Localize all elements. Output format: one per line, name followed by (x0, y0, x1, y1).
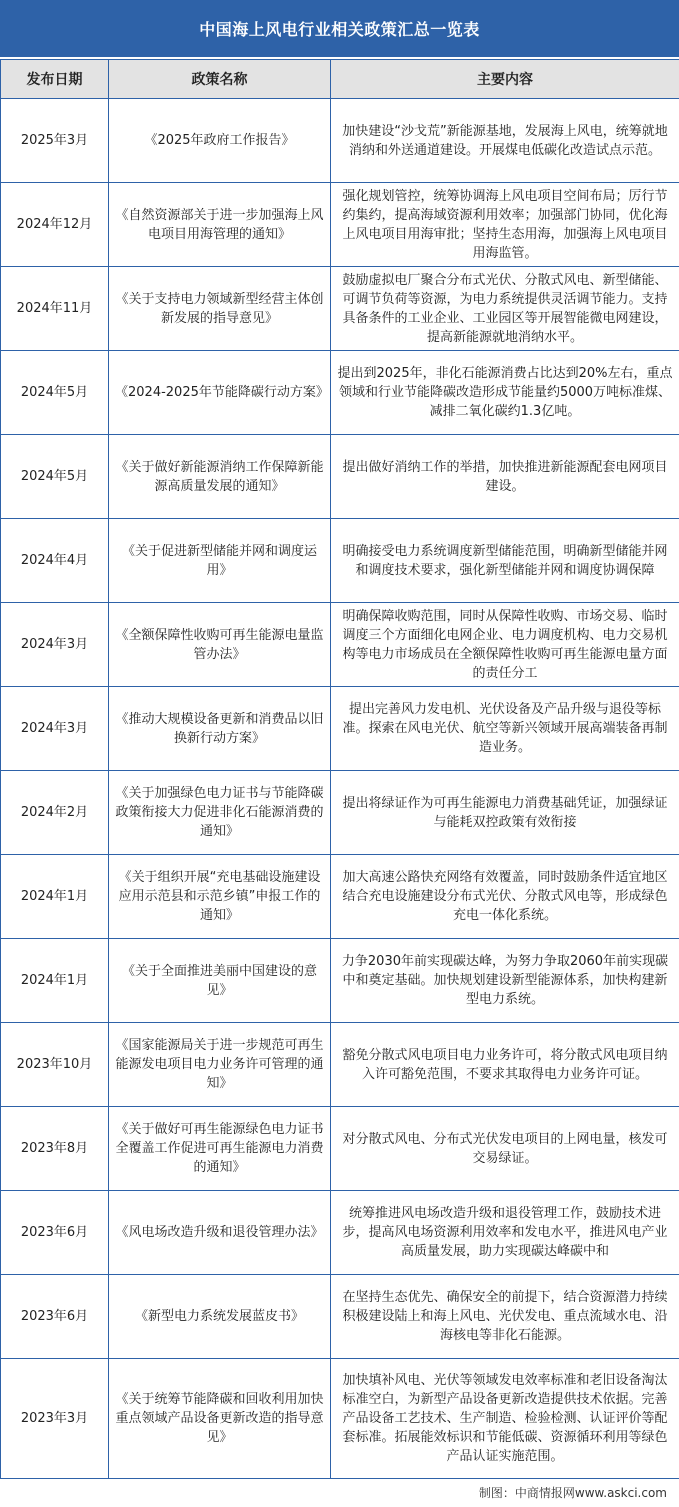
row-content: 提出完善风力发电机、光伏设备及产品升级与退役等标准。探索在风电光伏、航空等新兴领域开展高端装备再制造业务。 (331, 687, 679, 771)
row-content: 明确接受电力系统调度新型储能范围，明确新型储能并网和调度技术要求，强化新型储能并网和调度协调保障 (331, 519, 679, 603)
row-content: 加快填补风电、光伏等领域发电效率标准和老旧设备淘汰标准空白，为新型产品设备更新改造提供技术依据。完善产品设备工艺技术、生产制造、检验检测、认证评价等配套标准。拓展能效标识和节能低碳、资源循环利用等绿色产品认证实施范围。 (331, 1359, 679, 1479)
row-policy-name: 《关于全面推进美丽中国建设的意见》 (109, 939, 331, 1023)
row-policy-name: 《风电场改造升级和退役管理办法》 (109, 1191, 331, 1275)
row-content: 提出将绿证作为可再生能源电力消费基础凭证，加强绿证与能耗双控政策有效衔接 (331, 771, 679, 855)
table-row (1, 435, 679, 519)
table-row (1, 519, 679, 603)
row-content: 强化规划管控，统筹协调海上风电项目空间布局；厉行节约集约，提高海域资源利用效率；加强部门协同，优化海上风电项目用海审批；坚持生态用海，加强海上风电项目用海监管。 (331, 183, 679, 267)
row-policy-name: 《自然资源部关于进一步加强海上风电项目用海管理的通知》 (109, 183, 331, 267)
table-row (1, 351, 679, 435)
row-policy-name: 《关于统筹节能降碳和回收利用加快重点领域产品设备更新改造的指导意见》 (109, 1359, 331, 1479)
header-main-content: 主要内容 (331, 60, 679, 99)
row-content: 提出到2025年，非化石能源消费占比达到20%左右，重点领域和行业节能降碳改造形成节能量约5000万吨标准煤、减排二氧化碳约1.3亿吨。 (331, 351, 679, 435)
table-row (1, 1191, 679, 1275)
row-policy-name: 《2025年政府工作报告》 (109, 99, 331, 183)
table-row (1, 1359, 679, 1479)
row-date: 2024年4月 (1, 519, 109, 603)
row-policy-name: 《关于做好可再生能源绿色电力证书全覆盖工作促进可再生能源电力消费的通知》 (109, 1107, 331, 1191)
table-row (1, 687, 679, 771)
policy-table (0, 59, 679, 1479)
row-policy-name: 《推动大规模设备更新和消费品以旧换新行动方案》 (109, 687, 331, 771)
row-policy-name: 《关于加强绿色电力证书与节能降碳政策衔接大力促进非化石能源消费的通知》 (109, 771, 331, 855)
table-row (1, 603, 679, 687)
table-row (1, 1023, 679, 1107)
table-row (1, 855, 679, 939)
row-content: 力争2030年前实现碳达峰，为努力争取2060年前实现碳中和奠定基础。加快规划建设新型能源体系，加快构建新型电力系统。 (331, 939, 679, 1023)
row-date: 2025年3月 (1, 99, 109, 183)
header-policy-name: 政策名称 (109, 60, 331, 99)
source-credit: 制图：中商情报网www.askci.com (478, 1486, 667, 1500)
table-title (0, 0, 679, 57)
row-policy-name: 《关于组织开展“充电基础设施建设应用示范县和示范乡镇”申报工作的通知》 (109, 855, 331, 939)
row-content: 鼓励虚拟电厂聚合分布式光伏、分散式风电、新型储能、可调节负荷等资源，为电力系统提供灵活调节能力。支持具备条件的工业企业、工业园区等开展智能微电网建设，提高新能源就地消纳水平。 (331, 267, 679, 351)
row-date: 2024年5月 (1, 435, 109, 519)
row-content: 在坚持生态优先、确保安全的前提下，结合资源潜力持续积极建设陆上和海上风电、光伏发电、重点流域水电、沿海核电等非化石能源。 (331, 1275, 679, 1359)
table-row (1, 1107, 679, 1191)
header-date: 发布日期 (1, 60, 109, 99)
row-content: 统筹推进风电场改造升级和退役管理工作，鼓励技术进步，提高风电场资源利用效率和发电水平，推进风电产业高质量发展，助力实现碳达峰碳中和 (331, 1191, 679, 1275)
table-row (1, 267, 679, 351)
row-date: 2023年10月 (1, 1023, 109, 1107)
row-date: 2023年6月 (1, 1191, 109, 1275)
row-content: 豁免分散式风电项目电力业务许可，将分散式风电项目纳入许可豁免范围，不要求其取得电力业务许可证。 (331, 1023, 679, 1107)
row-date: 2024年3月 (1, 687, 109, 771)
row-content: 对分散式风电、分布式光伏发电项目的上网电量，核发可交易绿证。 (331, 1107, 679, 1191)
table-title-text: 中国海上风电行业相关政策汇总一览表 (199, 20, 480, 39)
row-policy-name: 《关于支持电力领域新型经营主体创新发展的指导意见》 (109, 267, 331, 351)
row-content: 加快建设“沙戈荒”新能源基地，发展海上风电，统筹就地消纳和外送通道建设。开展煤电低碳化改造试点示范。 (331, 99, 679, 183)
row-date: 2024年3月 (1, 603, 109, 687)
row-policy-name: 《新型电力系统发展蓝皮书》 (109, 1275, 331, 1359)
table-row (1, 771, 679, 855)
row-policy-name: 《关于做好新能源消纳工作保障新能源高质量发展的通知》 (109, 435, 331, 519)
row-content: 加大高速公路快充网络有效覆盖，同时鼓励条件适宜地区结合充电设施建设分布式光伏、分散式风电等，形成绿色充电一体化系统。 (331, 855, 679, 939)
row-policy-name: 《2024-2025年节能降碳行动方案》 (109, 351, 331, 435)
table-row (1, 99, 679, 183)
row-policy-name: 《国家能源局关于进一步规范可再生能源发电项目电力业务许可管理的通知》 (109, 1023, 331, 1107)
row-date: 2023年6月 (1, 1275, 109, 1359)
header-row (1, 60, 679, 99)
row-policy-name: 《关于促进新型储能并网和调度运用》 (109, 519, 331, 603)
row-policy-name: 《全额保障性收购可再生能源电量监管办法》 (109, 603, 331, 687)
table-row (1, 183, 679, 267)
row-date: 2024年2月 (1, 771, 109, 855)
row-content: 提出做好消纳工作的举措，加快推进新能源配套电网项目建设。 (331, 435, 679, 519)
table-row (1, 1275, 679, 1359)
row-content: 明确保障收购范围，同时从保障性收购、市场交易、临时调度三个方面细化电网企业、电力调度机构、电力交易机构等电力市场成员在全额保障性收购可再生能源电量方面的责任分工 (331, 603, 679, 687)
row-date: 2024年11月 (1, 267, 109, 351)
row-date: 2023年3月 (1, 1359, 109, 1479)
row-date: 2024年12月 (1, 183, 109, 267)
row-date: 2024年1月 (1, 939, 109, 1023)
table-row (1, 939, 679, 1023)
row-date: 2024年1月 (1, 855, 109, 939)
row-date: 2024年5月 (1, 351, 109, 435)
row-date: 2023年8月 (1, 1107, 109, 1191)
